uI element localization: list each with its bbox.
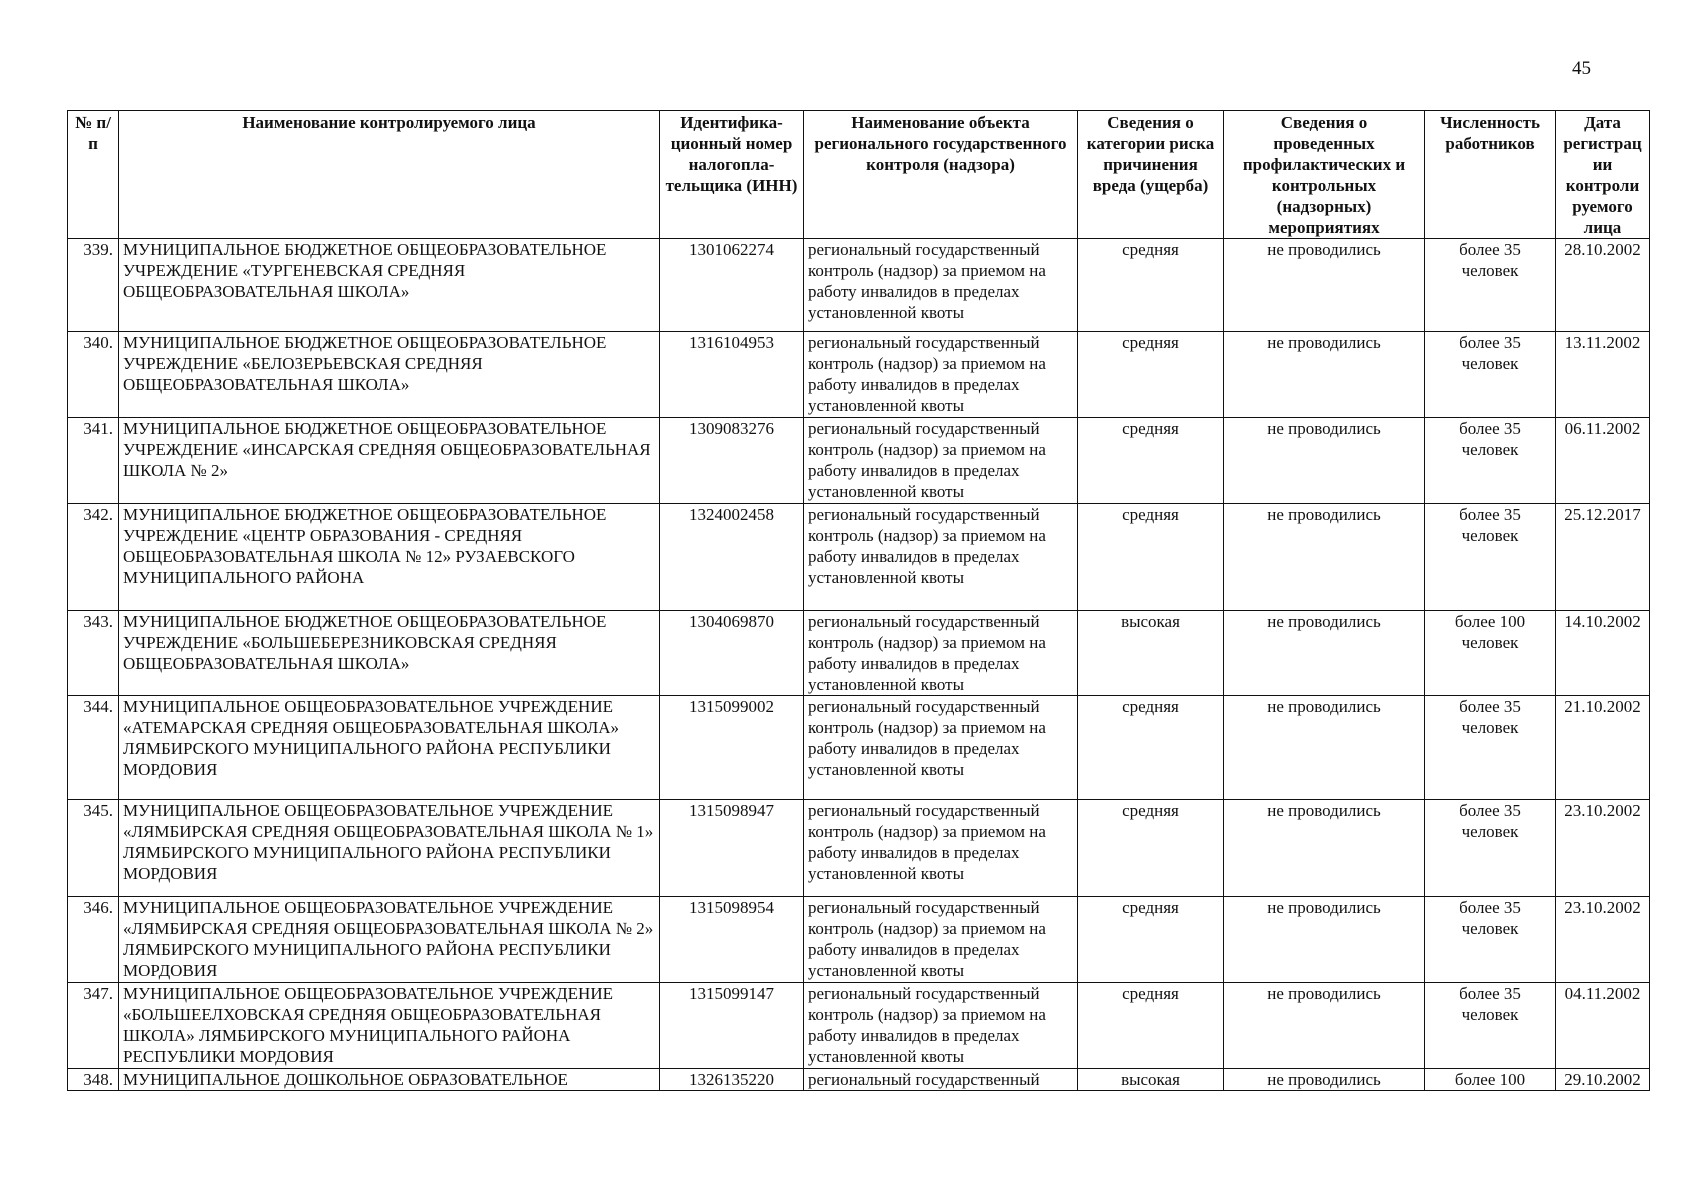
inn-value: 1316104953 [660, 332, 804, 418]
header-object: Наименование объекта регионального государственного контроля (надзора) [804, 111, 1078, 239]
risk-category: средняя [1078, 239, 1224, 332]
staff-count: более 100 [1425, 1069, 1556, 1091]
control-object: региональный государственный контроль (надзор) за приемом на работу инвалидов в пределах установленной квоты [804, 983, 1078, 1069]
row-number: 339. [68, 239, 119, 332]
inn-value: 1301062274 [660, 239, 804, 332]
row-number: 344. [68, 696, 119, 800]
header-inn: Идентифика-ционный номер налогопла-тельщика (ИНН) [660, 111, 804, 239]
controlled-entity-name: МУНИЦИПАЛЬНОЕ ОБЩЕОБРАЗОВАТЕЛЬНОЕ УЧРЕЖДЕНИЕ «ЛЯМБИРСКАЯ СРЕДНЯЯ ОБЩЕОБРАЗОВАТЕЛЬНАЯ ШКОЛА № 2» ЛЯМБИРСКОГО МУНИЦИПАЛЬНОГО РАЙОНА РЕСПУБЛИКИ МОРДОВИЯ [119, 897, 660, 983]
registration-date: 06.11.2002 [1556, 418, 1650, 504]
control-object: региональный государственный контроль (надзор) за приемом на работу инвалидов в пределах установленной квоты [804, 418, 1078, 504]
row-number: 343. [68, 611, 119, 696]
registration-date: 14.10.2002 [1556, 611, 1650, 696]
staff-count: более 35 человек [1425, 983, 1556, 1069]
risk-category: высокая [1078, 1069, 1224, 1091]
header-name: Наименование контролируемого лица [119, 111, 660, 239]
staff-count: более 35 человек [1425, 239, 1556, 332]
header-staff: Численность работников [1425, 111, 1556, 239]
register-table [67, 110, 1650, 1091]
controlled-entity-name: МУНИЦИПАЛЬНОЕ БЮДЖЕТНОЕ ОБЩЕОБРАЗОВАТЕЛЬНОЕ УЧРЕЖДЕНИЕ «ТУРГЕНЕВСКАЯ СРЕДНЯЯ ОБЩЕОБРАЗОВАТЕЛЬНАЯ ШКОЛА» [119, 239, 660, 332]
inn-value: 1315098954 [660, 897, 804, 983]
table-row [68, 983, 1650, 1069]
registration-date: 29.10.2002 [1556, 1069, 1650, 1091]
controlled-entity-name: МУНИЦИПАЛЬНОЕ БЮДЖЕТНОЕ ОБЩЕОБРАЗОВАТЕЛЬНОЕ УЧРЕЖДЕНИЕ «ИНСАРСКАЯ СРЕДНЯЯ ОБЩЕОБРАЗОВАТЕЛЬНАЯ ШКОЛА № 2» [119, 418, 660, 504]
registration-date: 25.12.2017 [1556, 504, 1650, 611]
staff-count: более 35 человек [1425, 897, 1556, 983]
row-number: 341. [68, 418, 119, 504]
row-number: 347. [68, 983, 119, 1069]
table-row [68, 332, 1650, 418]
risk-category: высокая [1078, 611, 1224, 696]
row-number: 346. [68, 897, 119, 983]
risk-category: средняя [1078, 504, 1224, 611]
row-number: 345. [68, 800, 119, 897]
inn-value: 1309083276 [660, 418, 804, 504]
registration-date: 23.10.2002 [1556, 800, 1650, 897]
page-number: 45 [1572, 58, 1591, 79]
registration-date: 21.10.2002 [1556, 696, 1650, 800]
preventive-events: не проводились [1224, 611, 1425, 696]
risk-category: средняя [1078, 983, 1224, 1069]
table-row [68, 611, 1650, 696]
staff-count: более 35 человек [1425, 696, 1556, 800]
staff-count: более 35 человек [1425, 800, 1556, 897]
header-num: № п/п [68, 111, 119, 239]
control-object: региональный государственный контроль (надзор) за приемом на работу инвалидов в пределах установленной квоты [804, 800, 1078, 897]
controlled-entity-name: МУНИЦИПАЛЬНОЕ ДОШКОЛЬНОЕ ОБРАЗОВАТЕЛЬНОЕ [119, 1069, 660, 1091]
table-row [68, 239, 1650, 332]
risk-category: средняя [1078, 696, 1224, 800]
table-row [68, 504, 1650, 611]
preventive-events: не проводились [1224, 418, 1425, 504]
risk-category: средняя [1078, 897, 1224, 983]
controlled-entity-name: МУНИЦИПАЛЬНОЕ ОБЩЕОБРАЗОВАТЕЛЬНОЕ УЧРЕЖДЕНИЕ «БОЛЬШЕЕЛХОВСКАЯ СРЕДНЯЯ ОБЩЕОБРАЗОВАТЕЛЬНАЯ ШКОЛА» ЛЯМБИРСКОГО МУНИЦИПАЛЬНОГО РАЙОНА РЕСПУБЛИКИ МОРДОВИЯ [119, 983, 660, 1069]
preventive-events: не проводились [1224, 1069, 1425, 1091]
registration-date: 23.10.2002 [1556, 897, 1650, 983]
control-object: региональный государственный контроль (надзор) за приемом на работу инвалидов в пределах установленной квоты [804, 696, 1078, 800]
row-number: 340. [68, 332, 119, 418]
header-row [68, 111, 1650, 239]
table-row [68, 418, 1650, 504]
header-events: Сведения о проведенных профилактических и контрольных (надзорных) мероприятиях [1224, 111, 1425, 239]
preventive-events: не проводились [1224, 800, 1425, 897]
risk-category: средняя [1078, 418, 1224, 504]
header-date: Дата регистрац ии контроли руемого лица [1556, 111, 1650, 239]
preventive-events: не проводились [1224, 332, 1425, 418]
table-row [68, 897, 1650, 983]
preventive-events: не проводились [1224, 504, 1425, 611]
staff-count: более 35 человек [1425, 418, 1556, 504]
inn-value: 1315098947 [660, 800, 804, 897]
registration-date: 13.11.2002 [1556, 332, 1650, 418]
table-row [68, 1069, 1650, 1091]
staff-count: более 100 человек [1425, 611, 1556, 696]
staff-count: более 35 человек [1425, 332, 1556, 418]
controlled-entity-name: МУНИЦИПАЛЬНОЕ ОБЩЕОБРАЗОВАТЕЛЬНОЕ УЧРЕЖДЕНИЕ «АТЕМАРСКАЯ СРЕДНЯЯ ОБЩЕОБРАЗОВАТЕЛЬНАЯ ШКОЛА» ЛЯМБИРСКОГО МУНИЦИПАЛЬНОГО РАЙОНА РЕСПУБЛИКИ МОРДОВИЯ [119, 696, 660, 800]
inn-value: 1315099147 [660, 983, 804, 1069]
risk-category: средняя [1078, 332, 1224, 418]
preventive-events: не проводились [1224, 696, 1425, 800]
risk-category: средняя [1078, 800, 1224, 897]
preventive-events: не проводились [1224, 239, 1425, 332]
table-row [68, 800, 1650, 897]
registration-date: 04.11.2002 [1556, 983, 1650, 1069]
inn-value: 1326135220 [660, 1069, 804, 1091]
control-object: региональный государственный контроль (надзор) за приемом на работу инвалидов в пределах установленной квоты [804, 239, 1078, 332]
controlled-entity-name: МУНИЦИПАЛЬНОЕ БЮДЖЕТНОЕ ОБЩЕОБРАЗОВАТЕЛЬНОЕ УЧРЕЖДЕНИЕ «ЦЕНТР ОБРАЗОВАНИЯ - СРЕДНЯЯ ОБЩЕОБРАЗОВАТЕЛЬНАЯ ШКОЛА № 12» РУЗАЕВСКОГО МУНИЦИПАЛЬНОГО РАЙОНА [119, 504, 660, 611]
control-object: региональный государственный контроль (надзор) за приемом на работу инвалидов в пределах установленной квоты [804, 504, 1078, 611]
inn-value: 1304069870 [660, 611, 804, 696]
registration-date: 28.10.2002 [1556, 239, 1650, 332]
preventive-events: не проводились [1224, 897, 1425, 983]
staff-count: более 35 человек [1425, 504, 1556, 611]
header-risk: Сведения о категории риска причинения вреда (ущерба) [1078, 111, 1224, 239]
inn-value: 1324002458 [660, 504, 804, 611]
preventive-events: не проводились [1224, 983, 1425, 1069]
controlled-entity-name: МУНИЦИПАЛЬНОЕ БЮДЖЕТНОЕ ОБЩЕОБРАЗОВАТЕЛЬНОЕ УЧРЕЖДЕНИЕ «БОЛЬШЕБЕРЕЗНИКОВСКАЯ СРЕДНЯЯ ОБЩЕОБРАЗОВАТЕЛЬНАЯ ШКОЛА» [119, 611, 660, 696]
control-object: региональный государственный [804, 1069, 1078, 1091]
control-object: региональный государственный контроль (надзор) за приемом на работу инвалидов в пределах установленной квоты [804, 897, 1078, 983]
control-object: региональный государственный контроль (надзор) за приемом на работу инвалидов в пределах установленной квоты [804, 611, 1078, 696]
control-object: региональный государственный контроль (надзор) за приемом на работу инвалидов в пределах установленной квоты [804, 332, 1078, 418]
row-number: 342. [68, 504, 119, 611]
table-row [68, 696, 1650, 800]
row-number: 348. [68, 1069, 119, 1091]
inn-value: 1315099002 [660, 696, 804, 800]
controlled-entity-name: МУНИЦИПАЛЬНОЕ БЮДЖЕТНОЕ ОБЩЕОБРАЗОВАТЕЛЬНОЕ УЧРЕЖДЕНИЕ «БЕЛОЗЕРЬЕВСКАЯ СРЕДНЯЯ ОБЩЕОБРАЗОВАТЕЛЬНАЯ ШКОЛА» [119, 332, 660, 418]
controlled-entity-name: МУНИЦИПАЛЬНОЕ ОБЩЕОБРАЗОВАТЕЛЬНОЕ УЧРЕЖДЕНИЕ «ЛЯМБИРСКАЯ СРЕДНЯЯ ОБЩЕОБРАЗОВАТЕЛЬНАЯ ШКОЛА № 1» ЛЯМБИРСКОГО МУНИЦИПАЛЬНОГО РАЙОНА РЕСПУБЛИКИ МОРДОВИЯ [119, 800, 660, 897]
